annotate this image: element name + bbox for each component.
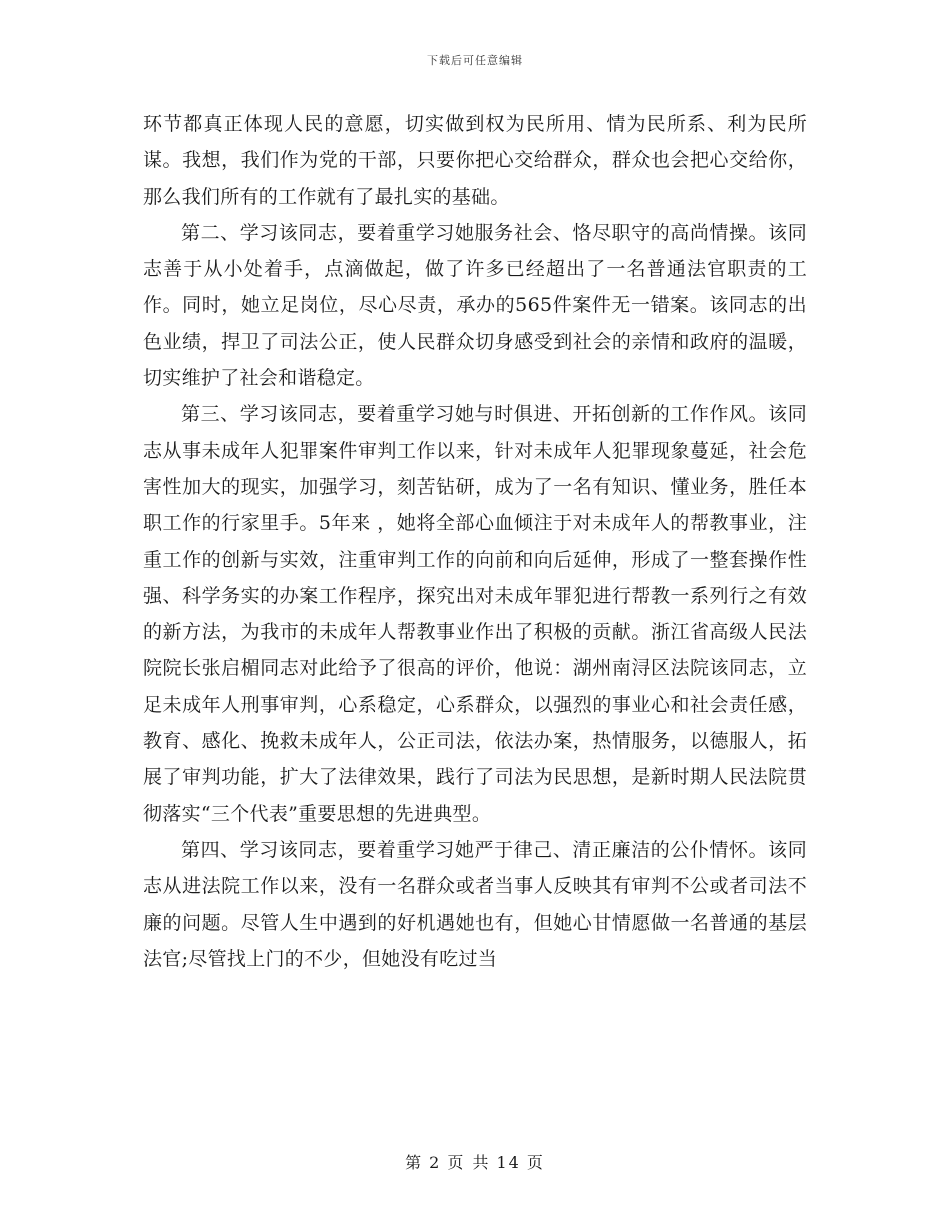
footer-current-page: 2 (429, 1153, 442, 1172)
page-header: 下载后可任意编辑 (427, 54, 523, 67)
footer-middle: 页 共 (447, 1153, 491, 1172)
document-body (143, 106, 807, 977)
paragraph-4: 第四、学习该同志，要着重学习她严于律己、清正廉洁的公仆情怀。该同志从进法院工作以来，没有一名群众或者当事人反映其有审判不公或者司法不廉的问题。尽管人生中遇到的好机遇她也有，但她心甘情愿做一名普通的基层法官;尽管找上门的不少，但她没有吃过当 (143, 838, 807, 970)
page-footer (0, 1150, 950, 1173)
paragraph-3: 第三、学习该同志，要着重学习她与时俱进、开拓创新的工作作风。该同志从事未成年人犯罪案件审判工作以来，针对未成年人犯罪现象蔓延，社会危害性加大的现实，加强学习，刻苦钻研，成为了一名有知识、懂业务，胜任本职工作的行家里手。5年来 ，她将全部心血倾注于对未成年人的帮教事业，注重工作的创新与实效，注重审判工作的向前和向后延伸，形成了一整套操作性强、科学务实的办案工作程序，探究出对未成年罪犯进行帮教一系列行之有效的新方法，为我市的未成年人帮教事业作出了积极的贡献。浙江省高级人民法院院长张启楣同志对此给予了很高的评价，他说：湖州南浔区法院该同志，立足未成年人刑事审判，心系稳定，心系群众，以强烈的事业心和社会责任感，教育、感化、挽救未成年人，公正司法，依法办案，热情服务，以德服人，拓展了审判功能，扩大了法律效果，践行了司法为民思想，是新时期人民法院贯彻落实“三个代表”重要思想的先进典型。 (143, 403, 807, 825)
footer-suffix: 页 (526, 1153, 545, 1172)
footer-total-pages: 14 (496, 1153, 521, 1172)
footer-prefix: 第 (405, 1153, 424, 1172)
paragraph-2: 第二、学习该同志，要着重学习她服务社会、恪尽职守的高尚情操。该同志善于从小处着手，点滴做起，做了许多已经超出了一名普通法官职责的工作。同时，她立足岗位，尽心尽责，承办的565件案件无一错案。该同志的出色业绩，捍卫了司法公正，使人民群众切身感受到社会的亲情和政府的温暖，切实维护了社会和谐稳定。 (143, 221, 807, 390)
paragraph-1: 环节都真正体现人民的意愿，切实做到权为民所用、情为民所系、利为民所谋。我想，我们作为党的干部，只要你把心交给群众，群众也会把心交给你，那么我们所有的工作就有了最扎实的基础。 (143, 113, 807, 208)
